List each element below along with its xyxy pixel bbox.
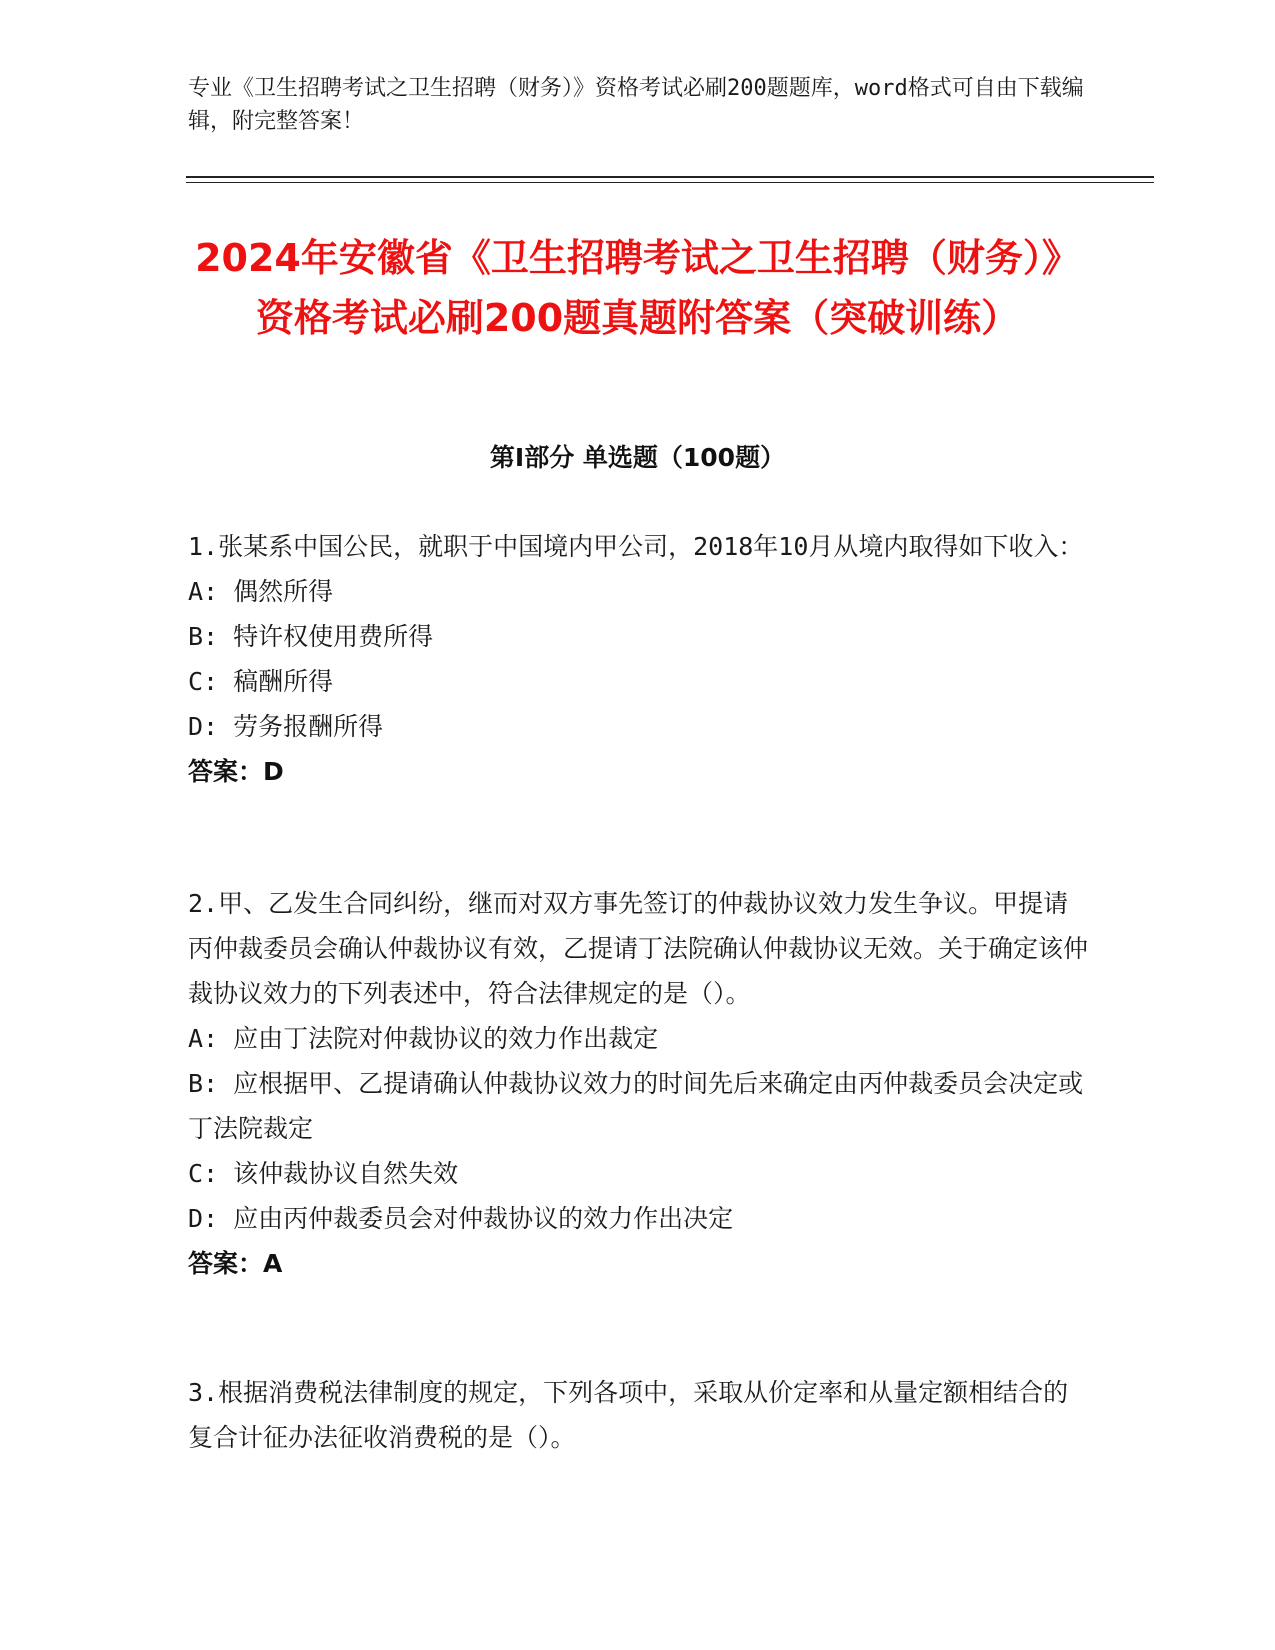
header-divider-thick bbox=[186, 176, 1154, 178]
question-stem: 2.甲、乙发生合同纠纷，继而对双方事先签订的仲裁协议效力发生争议。甲提请丙仲裁委员会确认仲裁协议有效，乙提请丁法院确认仲裁协议无效。关于确定该仲裁协议效力的下列表述中，符合法律规定的是（）。 bbox=[188, 889, 1089, 1008]
option-a: A: 应由丁法院对仲裁协议的效力作出裁定 bbox=[188, 1024, 659, 1053]
question-stem: 3.根据消费税法律制度的规定，下列各项中，采取从价定率和从量定额相结合的复合计征办法征收消费税的是（）。 bbox=[188, 1378, 1069, 1452]
option-a: A: 偶然所得 bbox=[188, 577, 334, 606]
question-2 bbox=[188, 881, 1088, 1286]
document-title: 2024年安徽省《卫生招聘考试之卫生招聘（财务）》资格考试必刷200题真题附答案（突破训练） bbox=[195, 236, 1080, 340]
option-b: B: 特许权使用费所得 bbox=[188, 622, 434, 651]
option-d: D: 应由丙仲裁委员会对仲裁协议的效力作出决定 bbox=[188, 1204, 734, 1233]
section-title: 第I部分 单选题（100题） bbox=[489, 443, 786, 472]
question-stem: 1.张某系中国公民，就职于中国境内甲公司，2018年10月从境内取得如下收入： bbox=[188, 532, 1084, 561]
question-3 bbox=[188, 1370, 1088, 1460]
option-d: D: 劳务报酬所得 bbox=[188, 712, 384, 741]
header-note: 专业《卫生招聘考试之卫生招聘（财务）》资格考试必刷200题题库，word格式可自由下载编辑，附完整答案！ bbox=[188, 76, 1084, 134]
question-1 bbox=[188, 524, 1088, 794]
header-divider-thin bbox=[186, 182, 1154, 183]
option-c: C: 稿酬所得 bbox=[188, 667, 334, 696]
answer: 答案：A bbox=[188, 1249, 283, 1278]
option-c: C: 该仲裁协议自然失效 bbox=[188, 1159, 459, 1188]
answer: 答案：D bbox=[188, 757, 284, 786]
option-b: B: 应根据甲、乙提请确认仲裁协议效力的时间先后来确定由丙仲裁委员会决定或丁法院裁定 bbox=[188, 1069, 1084, 1143]
